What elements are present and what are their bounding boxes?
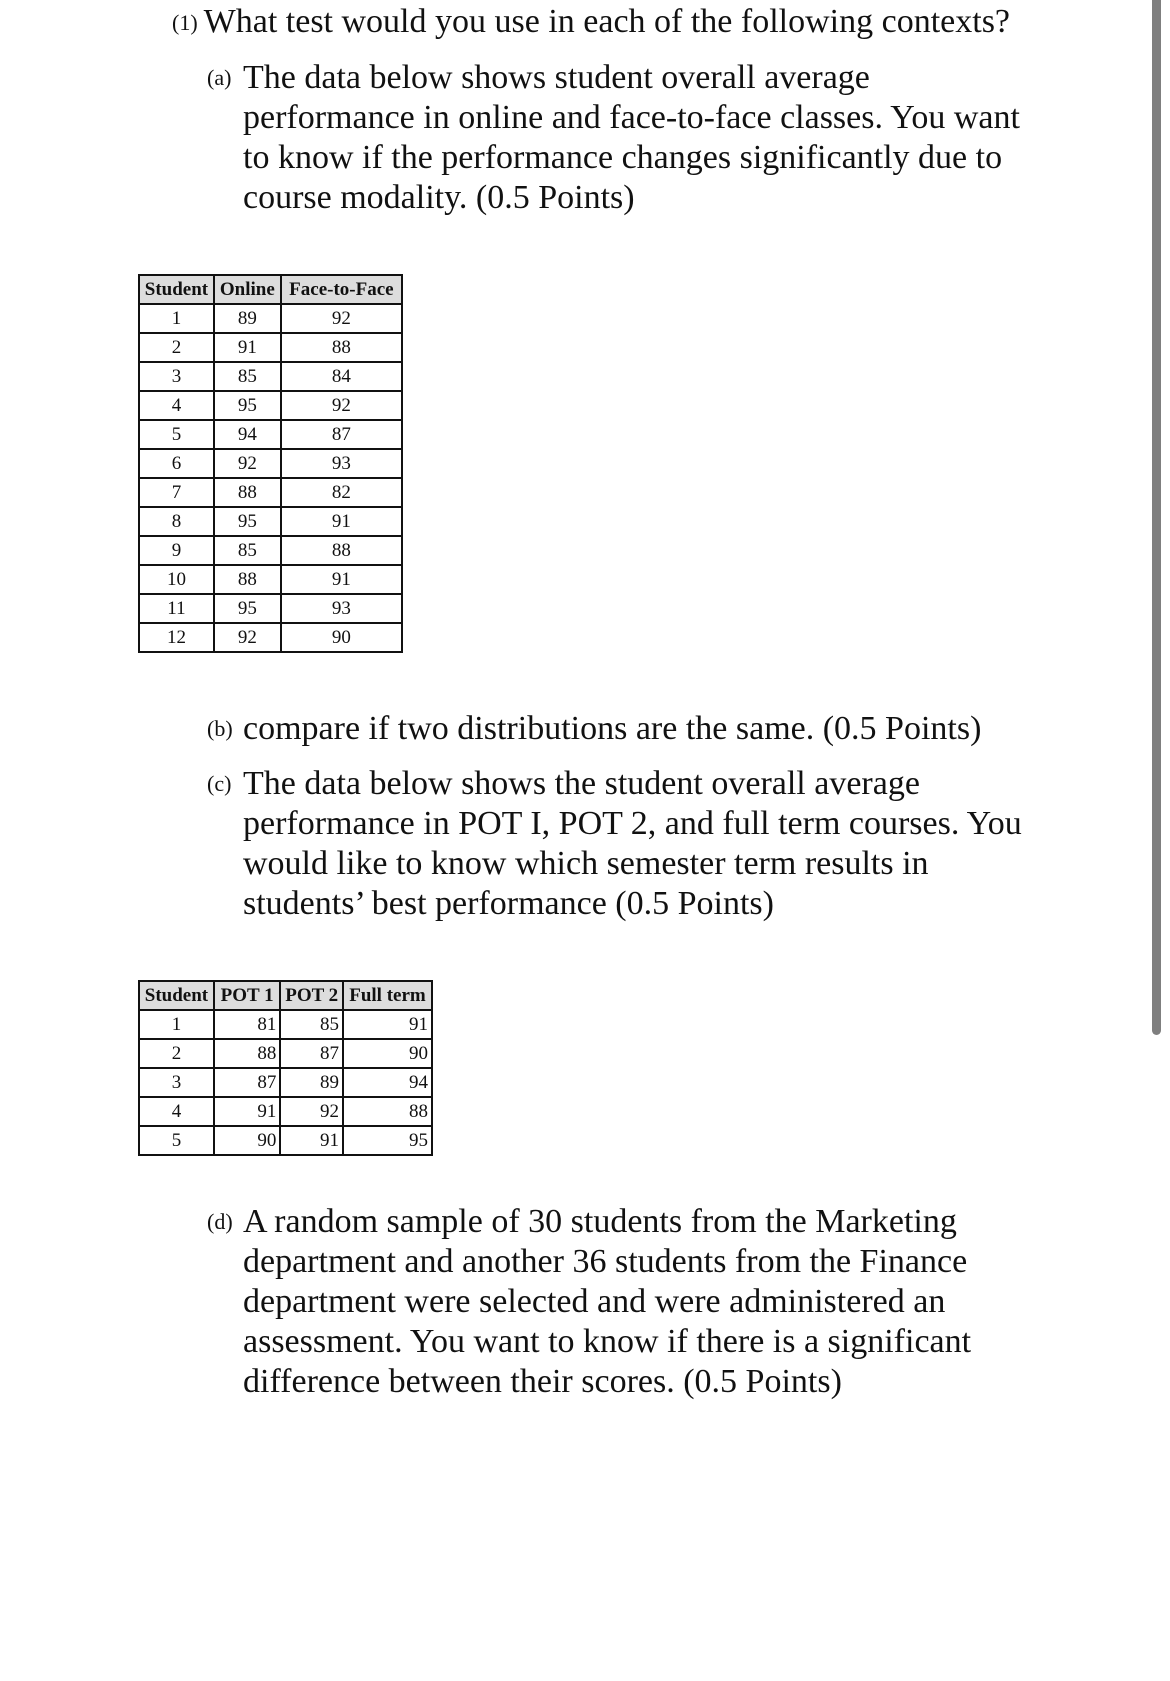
table-row [139, 1068, 432, 1097]
table-cell: 87 [214, 1068, 281, 1097]
table-cell: 92 [214, 449, 281, 478]
table-cell: 94 [343, 1068, 432, 1097]
table-cell: 90 [343, 1039, 432, 1068]
table-cell: 91 [214, 1097, 281, 1126]
table-cell: 8 [139, 507, 214, 536]
table-cell: 87 [280, 1039, 343, 1068]
table-cell: 91 [281, 565, 402, 594]
table-cell: 92 [281, 304, 402, 333]
part-b-label: (b) [207, 716, 233, 741]
text-line: The data below shows student overall average [243, 59, 870, 96]
table-cell: 3 [139, 1068, 214, 1097]
table-cell: 9 [139, 536, 214, 565]
table-cell: 1 [139, 1010, 214, 1039]
table-cell: 85 [280, 1010, 343, 1039]
table-cell: 5 [139, 420, 214, 449]
text-line: to know if the performance changes significantly due to [243, 139, 1003, 176]
table-cell: 93 [281, 594, 402, 623]
table-cell: 7 [139, 478, 214, 507]
table-cell: 88 [281, 333, 402, 362]
table-row [139, 507, 402, 536]
table-cell: 2 [139, 333, 214, 362]
text-line: performance in online and face-to-face classes. You want [243, 99, 1020, 136]
table-cell: 6 [139, 449, 214, 478]
table-row [139, 536, 402, 565]
part-d-label: (d) [207, 1209, 233, 1234]
table-cell: 92 [280, 1097, 343, 1126]
table-cell: 95 [214, 391, 281, 420]
table-cell: 81 [214, 1010, 281, 1039]
text-line: compare if two distributions are the same. (0.5 Points) [243, 710, 982, 747]
table-cell: 85 [214, 362, 281, 391]
part-c-label: (c) [207, 771, 232, 796]
table-cell: 91 [281, 507, 402, 536]
table-cell: 11 [139, 594, 214, 623]
table-cell: 95 [343, 1126, 432, 1155]
table-cell: 2 [139, 1039, 214, 1068]
table-cell: 12 [139, 623, 214, 652]
table-cell: 91 [280, 1126, 343, 1155]
table-row [139, 1126, 432, 1155]
table-cell: 88 [214, 565, 281, 594]
table-cell: 89 [214, 304, 281, 333]
table-cell: 84 [281, 362, 402, 391]
table-cell: 92 [214, 623, 281, 652]
table-cell: 95 [214, 594, 281, 623]
column-header: POT 2 [280, 981, 343, 1010]
table-cell: 90 [214, 1126, 281, 1155]
table-cell: 91 [343, 1010, 432, 1039]
text-line: assessment. You want to know if there is a significant [243, 1323, 972, 1360]
table-row [139, 594, 402, 623]
table-row [139, 478, 402, 507]
column-header: Face-to-Face [281, 275, 402, 304]
column-header: Student [139, 981, 214, 1010]
text-line: department and another 36 students from the Finance [243, 1243, 968, 1280]
table-cell: 4 [139, 1097, 214, 1126]
table-cell: 87 [281, 420, 402, 449]
vertical-scrollbar[interactable] [1152, 0, 1161, 1035]
question-heading [172, 2, 1010, 43]
column-header: POT 1 [214, 981, 281, 1010]
table-cell: 89 [280, 1068, 343, 1097]
table-cell: 3 [139, 362, 214, 391]
table-cell: 92 [281, 391, 402, 420]
text-line: students’ best performance (0.5 Points) [243, 885, 774, 922]
table-row [139, 565, 402, 594]
table-row [139, 304, 402, 333]
table-row [139, 333, 402, 362]
table-cell: 88 [281, 536, 402, 565]
column-header: Full term [343, 981, 432, 1010]
table-cell: 91 [214, 333, 281, 362]
text-line: A random sample of 30 students from the Marketing [243, 1203, 957, 1240]
table-cell: 4 [139, 391, 214, 420]
table-cell: 82 [281, 478, 402, 507]
text-line: would like to know which semester term results in [243, 845, 929, 882]
part-a-text [243, 58, 1020, 218]
text-line: department were selected and were administered an [243, 1283, 946, 1320]
table-cell: 95 [214, 507, 281, 536]
part-d-text [243, 1202, 971, 1402]
table-row [139, 1010, 432, 1039]
table-row [139, 449, 402, 478]
online-vs-face-to-face-table [138, 274, 403, 653]
table-cell: 1 [139, 304, 214, 333]
table-cell: 94 [214, 420, 281, 449]
table-cell: 5 [139, 1126, 214, 1155]
table-cell: 88 [214, 478, 281, 507]
text-line: performance in POT I, POT 2, and full term courses. You [243, 805, 1022, 842]
part-a-label: (a) [207, 65, 232, 90]
table-row [139, 391, 402, 420]
table-cell: 88 [214, 1039, 281, 1068]
column-header: Student [139, 275, 214, 304]
table-row [139, 420, 402, 449]
table-row [139, 623, 402, 652]
table-row [139, 1039, 432, 1068]
part-b-text [243, 709, 981, 749]
text-line: difference between their scores. (0.5 Points) [243, 1363, 842, 1400]
pot-term-table [138, 980, 433, 1156]
text-line: The data below shows the student overall average [243, 765, 920, 802]
table-cell: 85 [214, 536, 281, 565]
table-cell: 88 [343, 1097, 432, 1126]
question-text: What test would you use in each of the following contexts? [203, 3, 1011, 40]
part-c-text [243, 764, 1022, 924]
table-row [139, 362, 402, 391]
table-row [139, 1097, 432, 1126]
table-cell: 90 [281, 623, 402, 652]
question-number: (1) [172, 10, 198, 35]
table-cell: 93 [281, 449, 402, 478]
column-header: Online [214, 275, 281, 304]
text-line: course modality. (0.5 Points) [243, 179, 635, 216]
table-cell: 10 [139, 565, 214, 594]
